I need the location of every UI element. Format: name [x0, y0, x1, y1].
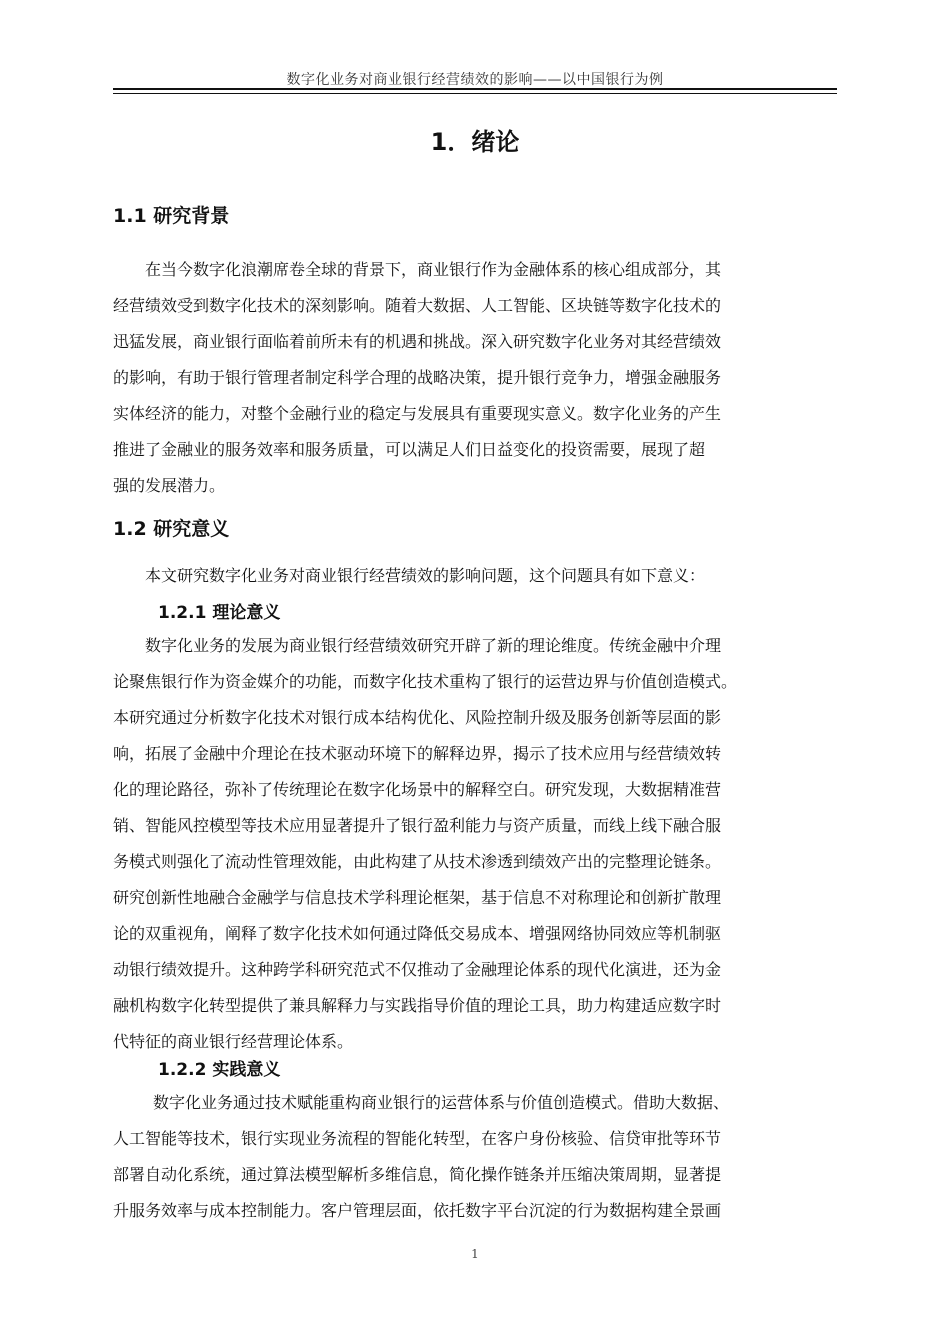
section-heading-1-2: 1.2 研究意义 — [113, 518, 230, 540]
paragraph-significance-intro — [113, 558, 837, 594]
text-line: 动银行绩效提升。这种跨学科研究范式不仅推动了金融理论体系的现代化演进，还为金 — [113, 960, 722, 979]
text-line: 迅猛发展，商业银行面临着前所未有的机遇和挑战。深入研究数字化业务对其经营绩效 — [113, 332, 722, 351]
text-line: 研究创新性地融合金融学与信息技术学科理论框架，基于信息不对称理论和创新扩散理 — [113, 888, 722, 907]
text-line: 部署自动化系统，通过算法模型解析多维信息，简化操作链条并压缩决策周期，显著提 — [113, 1165, 722, 1184]
text-line: 人工智能等技术，银行实现业务流程的智能化转型，在客户身份核验、信贷审批等环节 — [113, 1129, 722, 1148]
text-line: 数字化业务的发展为商业银行经营绩效研究开辟了新的理论维度。传统金融中介理 — [113, 636, 722, 655]
text-line: 代特征的商业银行经营理论体系。 — [113, 1032, 354, 1051]
text-line: 强的发展潜力。 — [113, 476, 226, 495]
text-line: 推进了金融业的服务效率和服务质量，可以满足人们日益变化的投资需要，展现了超 — [113, 440, 706, 459]
paragraph-practical-significance — [113, 1085, 837, 1229]
header-rule-thick — [113, 88, 837, 90]
text-line: 实体经济的能力，对整个金融行业的稳定与发展具有重要现实意义。数字化业务的产生 — [113, 404, 722, 423]
subsection-heading-1-2-2: 1.2.2 实践意义 — [158, 1060, 281, 1080]
subsection-heading-1-2-1: 1.2.1 理论意义 — [158, 603, 281, 623]
paragraph-theoretical-significance — [113, 628, 837, 1060]
chapter-title: 1．绪论 — [430, 128, 520, 156]
text-line: 数字化业务通过技术赋能重构商业银行的运营体系与价值创造模式。借助大数据、 — [113, 1093, 730, 1112]
text-line: 在当今数字化浪潮席卷全球的背景下，商业银行作为金融体系的核心组成部分，其 — [113, 260, 722, 279]
text-line: 的影响，有助于银行管理者制定科学合理的战略决策，提升银行竞争力，增强金融服务 — [113, 368, 722, 387]
text-line: 融机构数字化转型提供了兼具解释力与实践指导价值的理论工具，助力构建适应数字时 — [113, 996, 722, 1015]
text-line: 本文研究数字化业务对商业银行经营绩效的影响问题，这个问题具有如下意义： — [113, 566, 706, 585]
section-heading-1-1: 1.1 研究背景 — [113, 205, 230, 227]
text-line: 本研究通过分析数字化技术对银行成本结构优化、风险控制升级及服务创新等层面的影 — [113, 708, 722, 727]
text-line: 升服务效率与成本控制能力。客户管理层面，依托数字平台沉淀的行为数据构建全景画 — [113, 1201, 722, 1220]
text-line: 销、智能风控模型等技术应用显著提升了银行盈利能力与资产质量，而线上线下融合服 — [113, 816, 722, 835]
paragraph-research-background — [113, 252, 837, 504]
text-line: 论聚焦银行作为资金媒介的功能，而数字化技术重构了银行的运营边界与价值创造模式。 — [113, 672, 738, 691]
text-line: 经营绩效受到数字化技术的深刻影响。随着大数据、人工智能、区块链等数字化技术的 — [113, 296, 722, 315]
header-rule-thin — [113, 93, 837, 94]
running-header: 数字化业务对商业银行经营绩效的影响——以中国银行为例 — [286, 72, 664, 88]
text-line: 务模式则强化了流动性管理效能，由此构建了从技术渗透到绩效产出的完整理论链条。 — [113, 852, 722, 871]
text-line: 化的理论路径，弥补了传统理论在数字化场景中的解释空白。研究发现，大数据精准营 — [113, 780, 722, 799]
text-line: 响，拓展了金融中介理论在技术驱动环境下的解释边界，揭示了技术应用与经营绩效转 — [113, 744, 722, 763]
page-number: 1 — [471, 1247, 479, 1261]
text-line: 论的双重视角，阐释了数字化技术如何通过降低交易成本、增强网络协同效应等机制驱 — [113, 924, 722, 943]
